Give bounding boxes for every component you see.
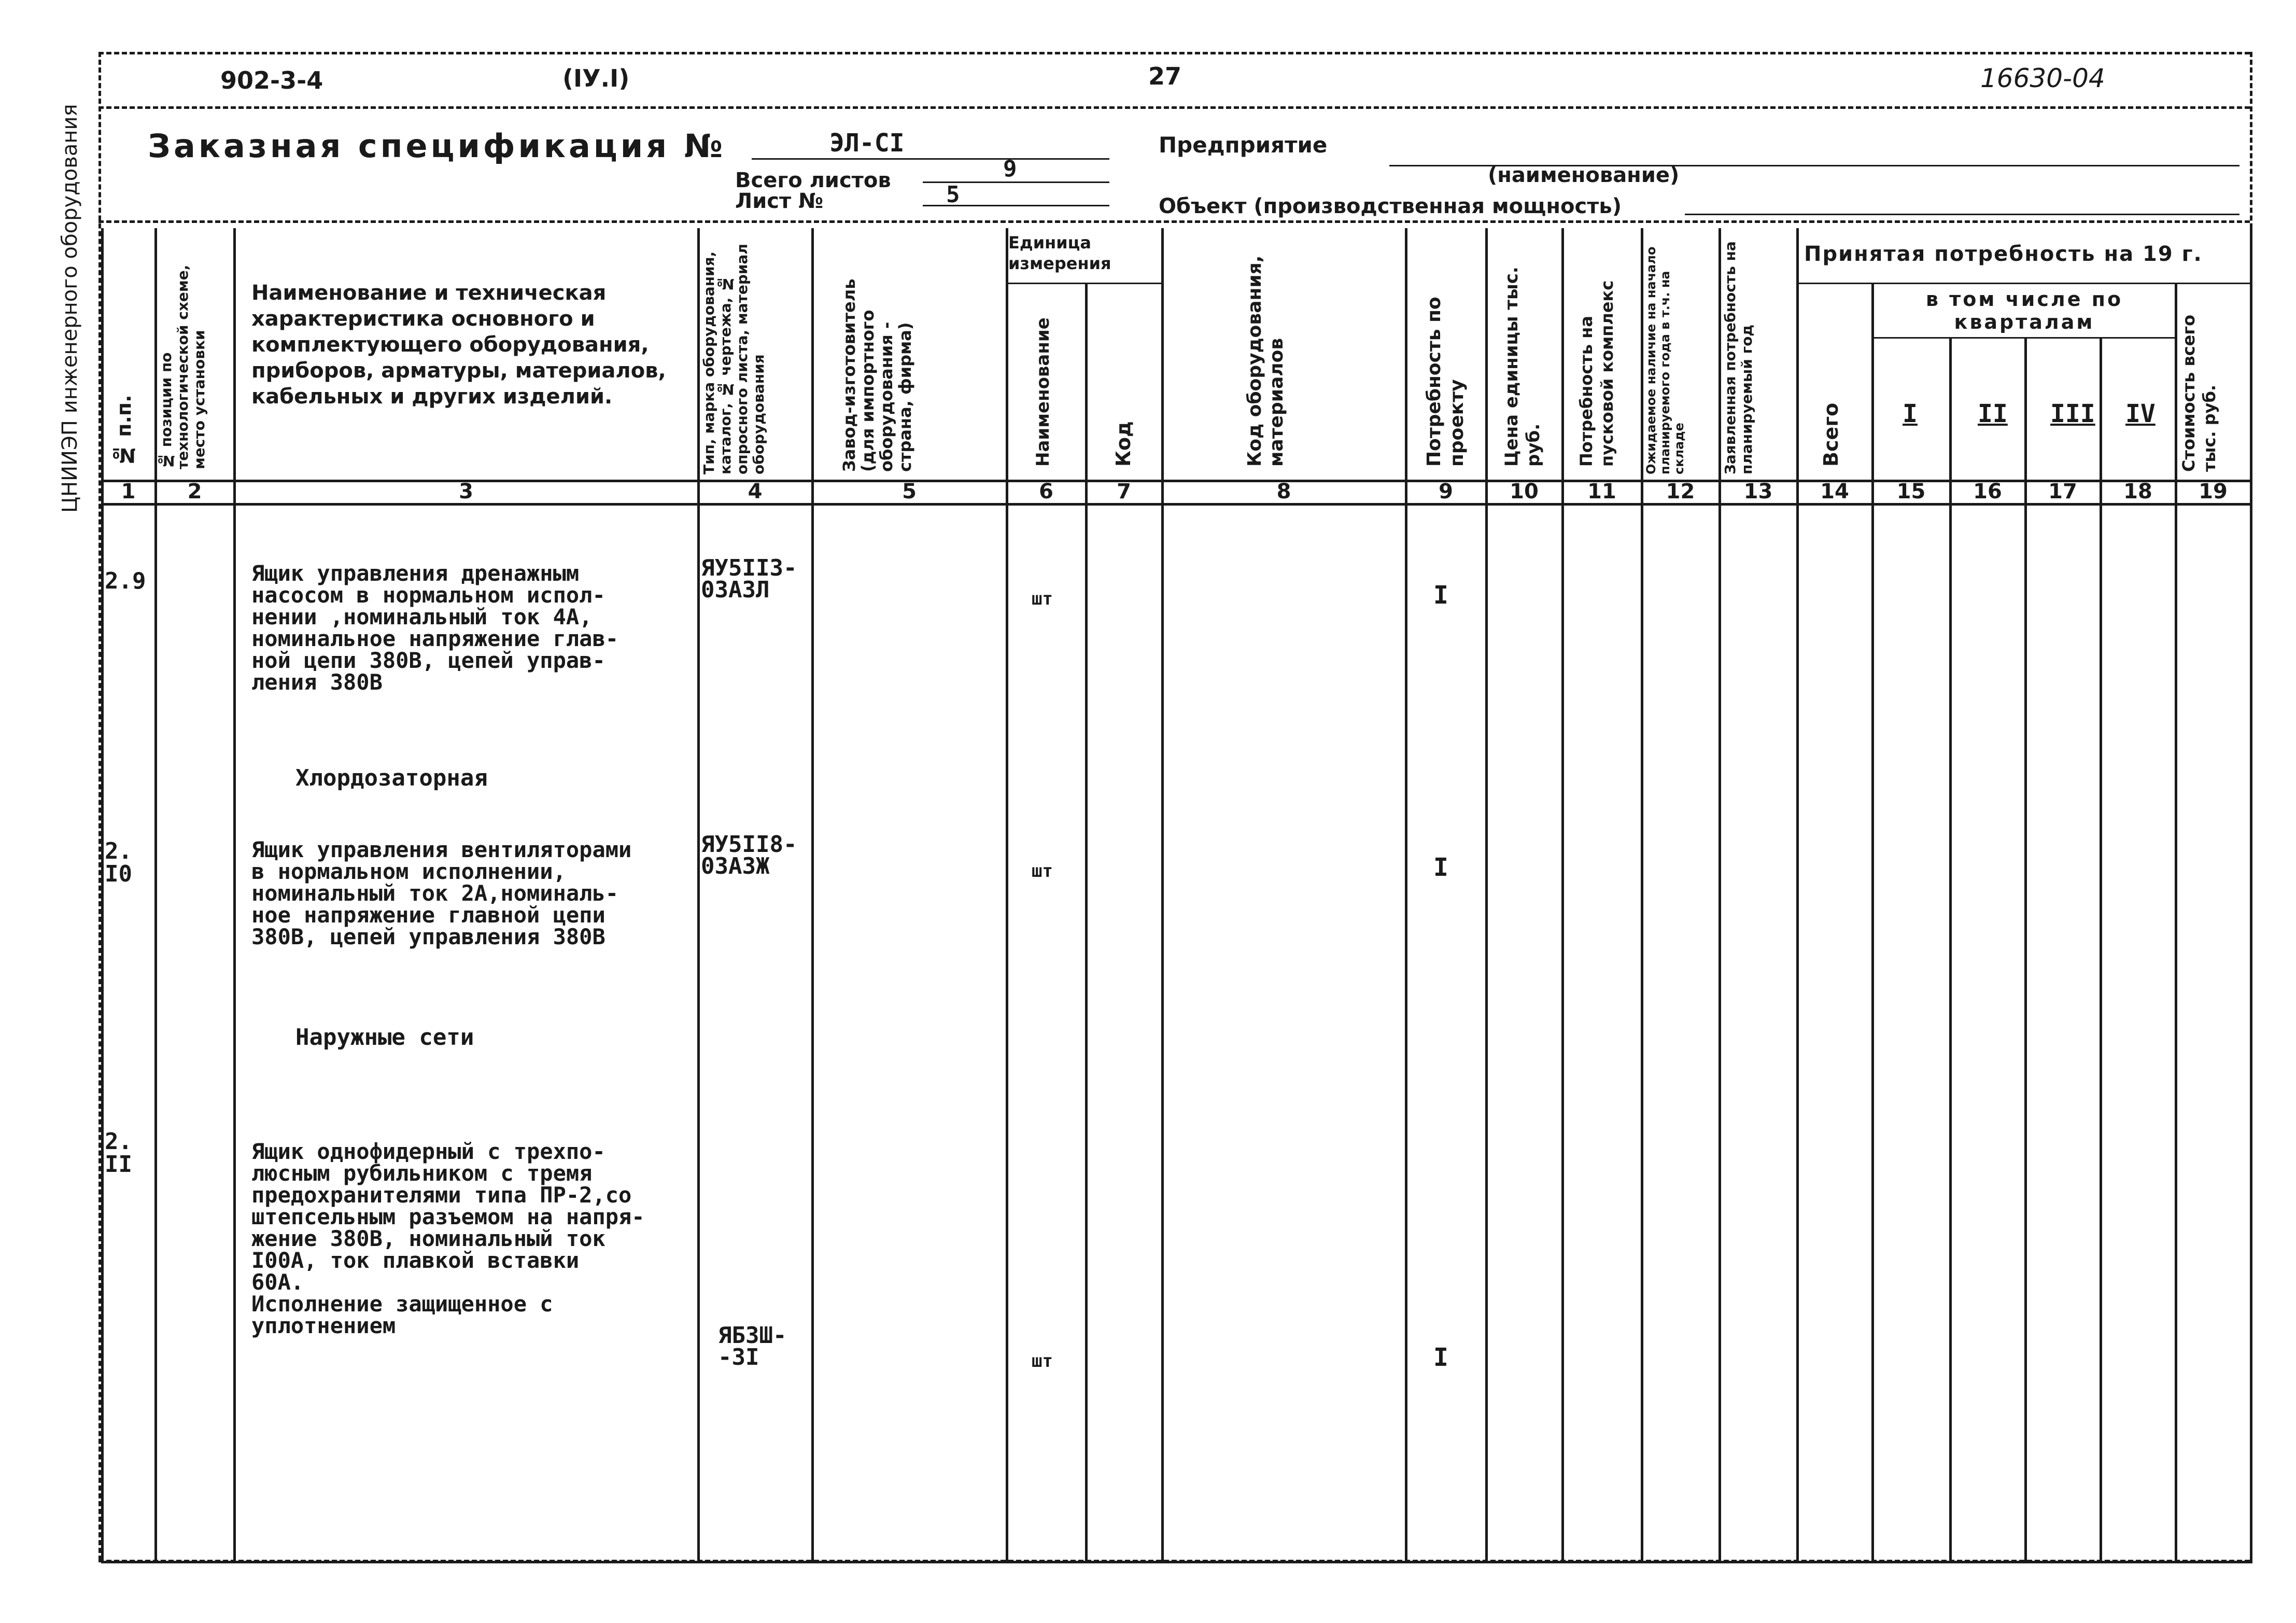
col-header-5: Завод-изготовитель (для импортного оборудования - страна, фирма): [839, 278, 915, 472]
page-number: 27: [1148, 62, 1182, 90]
col-header-4: Тип, марка оборудования, каталог, № чертежа, № опросного листа, материал оборудования: [700, 244, 767, 474]
section-heading: Наружные сети: [295, 1024, 474, 1051]
col-header-18: IV: [2125, 399, 2156, 428]
enterprise-label: Предприятие: [1159, 132, 1328, 158]
object-label: Объект (производственная мощность): [1159, 194, 1622, 218]
col-number: 13: [1743, 480, 1773, 503]
col-line: [1641, 228, 1643, 1563]
col-line: [697, 228, 700, 1563]
hdr-line: [1006, 283, 1161, 284]
col-line: [154, 228, 157, 1563]
header-code: 902-3-4: [220, 66, 323, 94]
col-line: [2100, 337, 2102, 1563]
col-header-accepted-group: Принятая потребность на 19 г.: [1804, 242, 2203, 266]
section-heading: Хлордозаторная: [295, 765, 488, 791]
col-number: 4: [748, 480, 763, 503]
row-qty: I: [1433, 853, 1448, 882]
side-stamp: ЦНИИЭП инженерного оборудования: [58, 104, 82, 513]
col-line: [1485, 228, 1488, 1563]
col-header-10: Цена единицы тыс. руб.: [1501, 267, 1544, 467]
frame-top: [98, 52, 2250, 54]
spec-title: Заказная спецификация №: [148, 127, 726, 165]
row-number: 2. II: [105, 1128, 132, 1178]
col-line: [1871, 283, 1874, 1563]
col-number: 1: [121, 480, 136, 503]
col-header-2: № позиции по технологической схеме, место установки: [158, 264, 208, 469]
row-description: Ящик управления дренажным насосом в нормальном испол- нении ,номинальный ток 4А, номинальное напряжение глав- ной цепи 380В, цепей управ- ления 380В: [251, 561, 619, 695]
col-line: [811, 228, 814, 1563]
col-number: 16: [1973, 480, 2002, 503]
col-number: 5: [902, 480, 917, 503]
total-sheets-label: Всего листов: [735, 169, 891, 192]
col-line: [2250, 228, 2252, 1563]
sheet-label: Лист №: [735, 189, 824, 213]
col-line: [2024, 337, 2027, 1563]
col-number: 3: [459, 480, 473, 503]
doc-number: 16630-04: [1980, 63, 2105, 93]
col-header-quarters-group: в том числе по кварталам: [1925, 288, 2123, 333]
col-line: [233, 228, 236, 1563]
row-number: 2. I0: [105, 838, 132, 887]
enterprise-caption: (наименование): [1488, 163, 1680, 187]
total-sheets-value: 9: [1003, 156, 1017, 182]
col-line: [1085, 283, 1088, 1563]
col-header-11: Потребность на пусковой комплекс: [1576, 280, 1617, 467]
row-type: ЯУ5II3- 03А3Л: [701, 555, 797, 603]
col-number: 19: [2199, 480, 2228, 503]
col-header-12: Ожидаемое наличие на начало планируемого года в т.ч. на складе: [1644, 246, 1686, 474]
col-line: [1006, 228, 1008, 1563]
row-type: ЯБЗШ- -3I: [718, 1322, 787, 1370]
col-number: 6: [1039, 480, 1053, 503]
row-number: 2.9: [105, 568, 146, 594]
col-header-3: Наименование и техническая характеристика основного и комплектующего оборудования, приборов, арматуры, материалов, кабельных и других изделий.: [251, 281, 666, 409]
frame-under-title: [98, 220, 2250, 223]
row-qty: I: [1433, 1343, 1448, 1372]
header-part: (IУ.I): [562, 64, 630, 92]
col-number: 17: [2048, 480, 2077, 503]
col-header-19: Стоимость всего тыс. руб.: [2179, 314, 2219, 472]
col-line: [1161, 228, 1164, 1563]
col-header-6: Наименование: [1033, 317, 1053, 467]
col-number: 9: [1439, 480, 1453, 503]
col-line: [1796, 228, 1799, 1563]
col-line: [1719, 228, 1721, 1563]
row-unit: шт: [1032, 1351, 1053, 1372]
col-header-1: № п.п.: [112, 395, 135, 467]
col-number: 7: [1117, 480, 1131, 503]
col-line: [1561, 228, 1564, 1563]
col-number: 2: [187, 480, 202, 503]
table-bottom: [101, 1561, 2250, 1563]
col-number: 14: [1820, 480, 1849, 503]
sheet-value: 5: [946, 181, 960, 208]
col-header-8: Код оборудования, материалов: [1244, 255, 1287, 467]
col-header-17: III: [2050, 399, 2095, 428]
col-header-7: Код: [1112, 421, 1135, 467]
col-header-13: Заявленная потребность на планируемый год: [1722, 241, 1755, 474]
col-line: [101, 228, 104, 1563]
row-description: Ящик управления вентиляторами в нормальном исполнении, номинальный ток 2А,номиналь- ное напряжение главной цепи 380В, цепей управления 380В: [251, 837, 632, 949]
col-line: [2175, 283, 2177, 1563]
col-header-16: II: [1978, 399, 2008, 428]
col-number: 15: [1896, 480, 1926, 503]
row-description: Ящик однофидерный с трехпо- люсным рубильником с тремя предохранителями типа ПР-2,со штепсельным разъемом на напря- жение 380В, номинальный ток I00А, ток плавкой вставки 60А. Исполнение защищенное с уплотнением: [251, 1139, 645, 1338]
row-unit: шт: [1032, 589, 1053, 609]
frame-under-header: [98, 106, 2250, 109]
col-header-15: I: [1903, 399, 1918, 428]
col-number: 8: [1276, 480, 1291, 503]
hdr-line: [1871, 337, 2175, 339]
col-number: 18: [2123, 480, 2152, 503]
col-header-unit-group: Единица измерения: [1008, 233, 1111, 273]
col-line: [1949, 337, 1952, 1563]
spec-number: ЭЛ-СI: [829, 129, 905, 158]
col-number: 10: [1510, 480, 1539, 503]
row-qty: I: [1433, 581, 1448, 610]
col-header-9: Потребность по проекту: [1424, 297, 1468, 467]
col-header-14: Всего: [1820, 402, 1842, 467]
row-unit: шт: [1032, 861, 1053, 882]
row-type: ЯУ5II8- 03А3Ж: [701, 831, 797, 879]
col-number: 11: [1587, 480, 1616, 503]
col-line: [1405, 228, 1407, 1563]
col-number: 12: [1666, 480, 1695, 503]
